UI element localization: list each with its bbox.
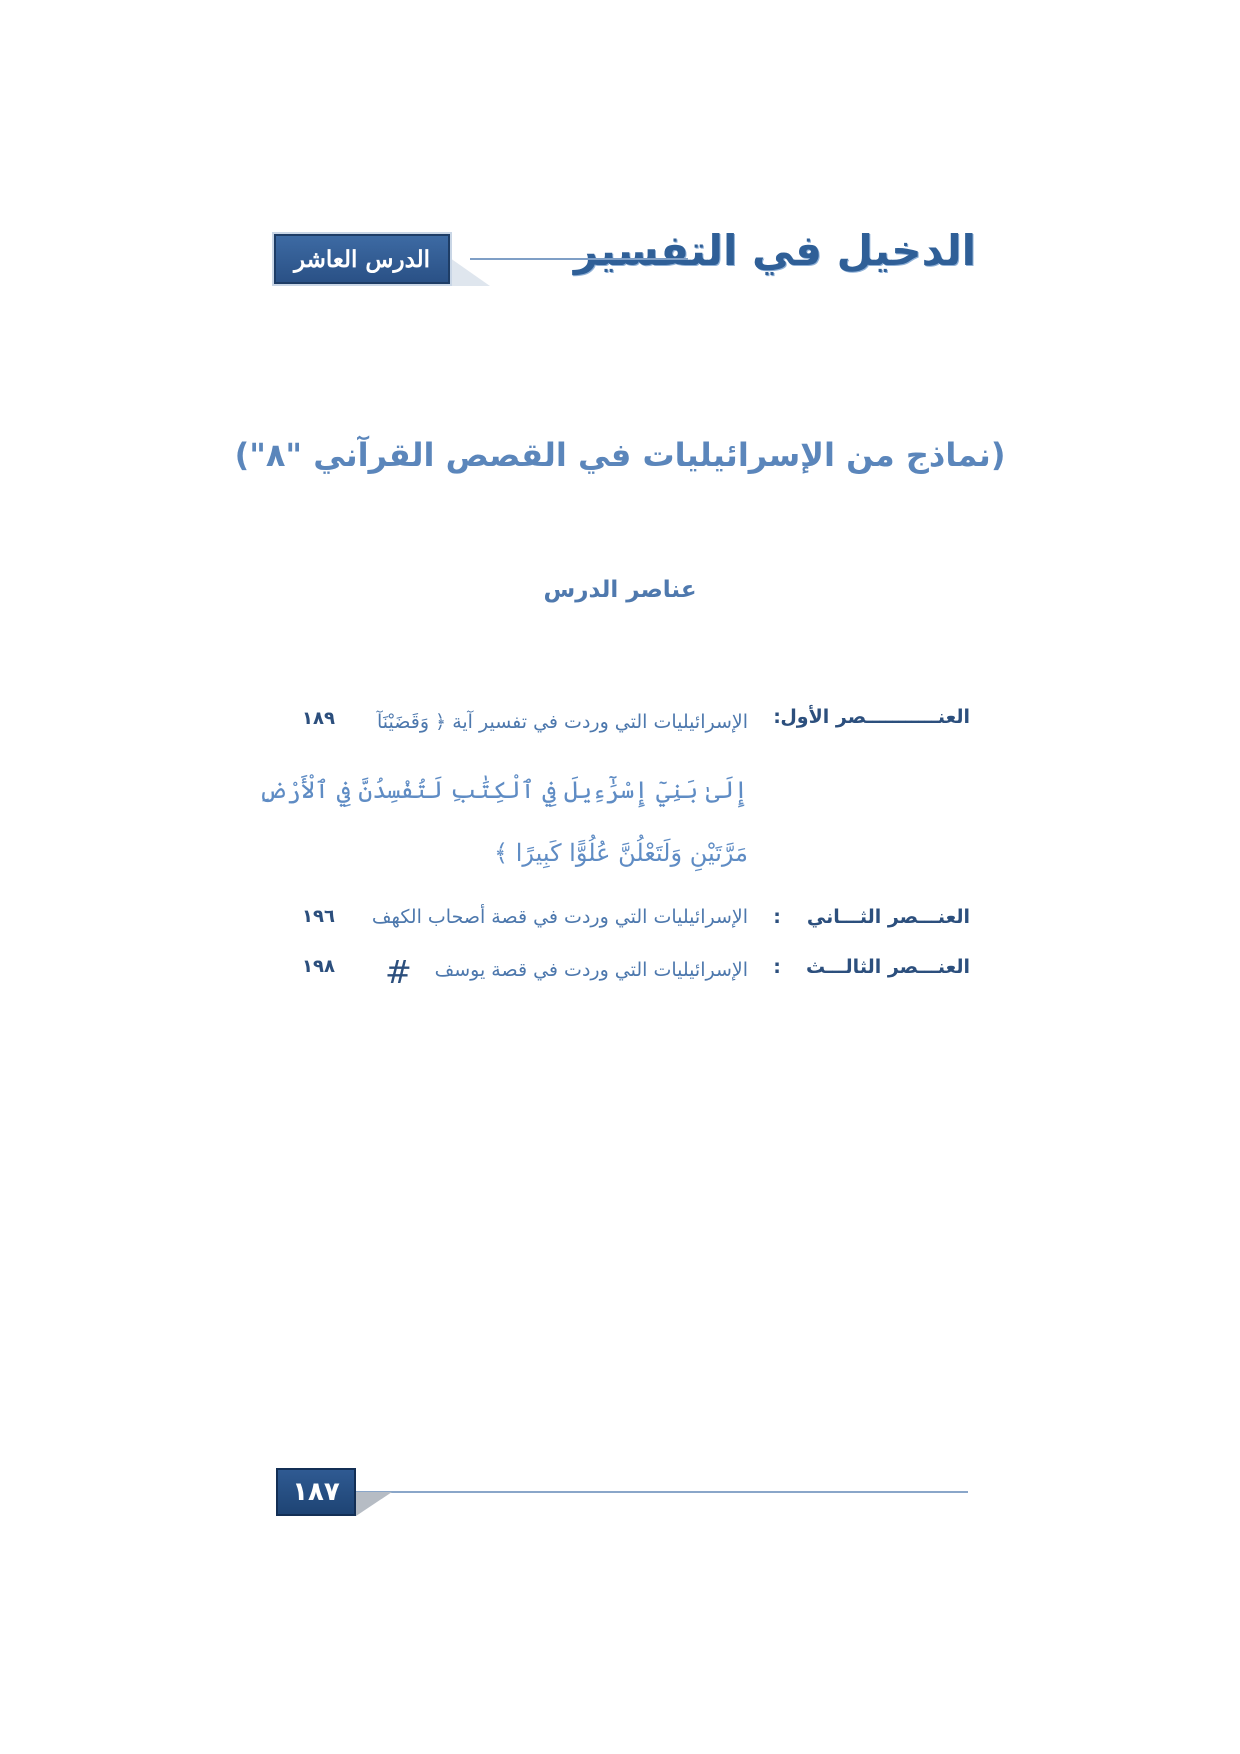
book-title: الدخيل في التفسير	[573, 226, 976, 275]
section-heading: عناصر الدرس	[543, 577, 697, 603]
element-3-label: العنـــصر الثالـــث	[805, 956, 970, 978]
header-divider	[470, 258, 688, 260]
element-1-text: الإسرائيليات التي وردت في تفسير آية ﴿ وَقَضَيْنَآ	[377, 711, 748, 733]
element-3-text: الإسرائيليات التي وردت في قصة يوسف	[434, 959, 748, 981]
element-2-colon: :	[773, 906, 781, 928]
element-1-colon: :	[773, 706, 781, 728]
lesson-badge-label: الدرس العاشر	[293, 245, 431, 273]
element-2-label: العنـــصر الثـــاني	[806, 906, 970, 928]
lesson-badge	[274, 234, 450, 284]
element-1-verse-line-1: إِلَىٰ بَنِيٓ إِسْرَٰٓءِيلَ فِي ٱلْكِتَٰبِ لَتُفْسِدُنَّ فِي ٱلْأَرْضِ	[258, 776, 748, 804]
footer-decor-wedge	[356, 1492, 392, 1516]
hash-mark: #	[385, 953, 412, 991]
element-1-page: ١٨٩	[302, 708, 335, 729]
page-number-badge	[276, 1468, 356, 1516]
element-1-verse-line-2: مَرَّتَيْنِ وَلَتَعْلُنَّ عُلُوًّا كَبِيرًا ﴾	[494, 839, 748, 867]
element-2-page: ١٩٦	[302, 906, 335, 927]
lesson-title: (نماذج من الإسرائيليات في القصص القرآني "٨")	[234, 436, 1006, 474]
footer-divider	[356, 1491, 968, 1493]
element-1-label: العنـــــــــــصر الأول	[780, 706, 970, 728]
header-decor-wedge	[450, 258, 490, 286]
element-2-text: الإسرائيليات التي وردت في قصة أصحاب الكهف	[371, 906, 748, 928]
element-3-page: ١٩٨	[302, 956, 335, 977]
page-number: ١٨٧	[292, 1477, 340, 1507]
element-3-colon: :	[773, 956, 781, 978]
